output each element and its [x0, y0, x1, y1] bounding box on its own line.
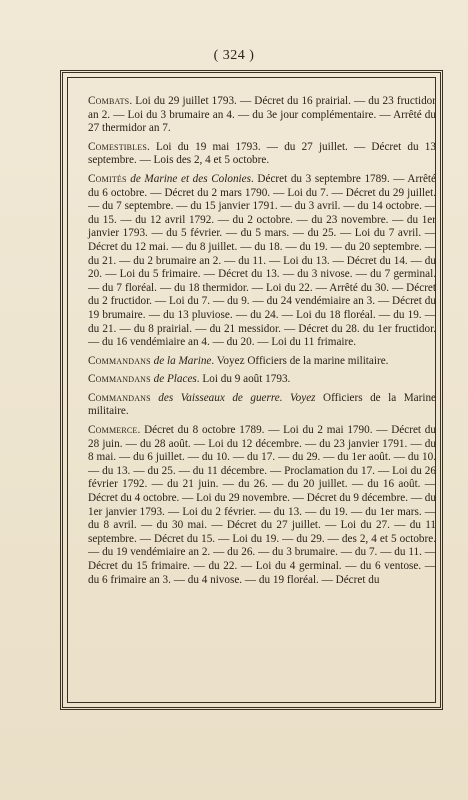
entry-head: Commerce — [88, 424, 138, 437]
index-content — [88, 95, 436, 592]
entry-text: . Loi du 29 juillet 1793. — Décret du 16 prairial. — du 23 fructidor an 2. — Loi du 3 brumaire an 4. — du 3e jour complémentaire. — Arrêté du 27 thermidor an 7. — [88, 95, 436, 135]
page-number: ( 324 ) — [213, 48, 255, 63]
entry-text: . Décret du 8 octobre 1789. — Loi du 2 mai 1790. — Décret du 28 juin. — du 28 août. — Loi du 12 décembre. — du 23 janvier 1791. — du 8 mai. — du 6 juillet. — du 10. — du 17. — du 29. — du 1er août. — du 10. — du 13. — du 25. — du 11 décembre. — Proclamation du 17. — Loi du 26 février 1792. — du 21 juin. — du 26. — du 20 juillet. — du 16 août. — Décret du 4 octobre. — Loi du 29 novembre. — Décret du 9 décembre. — du 1er janvier 1793. — Loi du 2 février. — du 13. — du 19. — du 1er mars. — du 8 avril. — du 30 mai. — Décret du 27 juillet. — Loi du 27. — du 11 septembre. — Décret du 15. — Loi du 19. — du 29. — des 2, 4 et 5 octobre. — du 19 vendémiaire an 2. — du 26. — du 3 brumaire. — du 7. — du 11. — Décret du 15 frimaire. — du 22. — Loi du 4 germinal. — du 6 ventose. — du 6 frimaire an 3. — du 4 nivose. — du 19 floréal. — Décret du — [88, 424, 436, 586]
entry-comites — [88, 173, 436, 350]
entry-head: Commandans — [88, 373, 151, 386]
entry-head: Commandans — [88, 391, 151, 404]
entry-combats — [88, 95, 436, 136]
entry-comestibles — [88, 141, 436, 168]
entry-text: Officiers de la Marine militaire. — [88, 391, 436, 418]
entry-head: Commandans — [88, 354, 151, 367]
entry-subhead: de Places — [150, 373, 197, 386]
entry-commerce — [88, 424, 436, 587]
entry-text: . Décret du 3 septembre 1789. — Arrêté du 6 octobre. — Décret du 2 mars 1790. — Loi du 7. — Décret du 29 juillet. — du 7 septembre. — du 15 janvier 1791. — du 3 avril. — du 14 octobre. — du 15. — du 12 avril 1792. — du 2 octobre. — du 23 novembre. — du 1er janvier 1793. — du 5 février. — du 5 mars. — du 25. — Loi du 7 avril. — Décret du 12 mai. — du 8 juillet. — du 18. — du 19. — du 20 septembre. — du 21. — du 2 brumaire an 2. — du 11. — Loi du 13. — Décret du 14. — du 20. — Loi du 5 frimaire. — Décret du 13. — du 3 nivose. — du 7 germinal. — du 7 floréal. — du 18 thermidor. — Loi du 22. — Arrêté du 30. — Décret du 2 fructidor. — Loi du 7. — du 9. — du 24 vendémiaire an 3. — Décret du 19 brumaire. — du 13 pluviose. — du 24. — Loi du 18 floréal. — du 19. — du 21. — du 8 prairial. — du 21 messidor. — Décret du 28. du 1er fructidor. — du 16 vendémiaire an 4. — du 20. — Loi du 11 frimaire. — [88, 172, 436, 349]
entry-subhead: de la Marine — [150, 354, 212, 367]
entry-commandans-marine — [88, 355, 436, 369]
entry-text: . Loi du 19 mai 1793. — du 27 juillet. — Décret du 13 septembre. — Lois des 2, 4 et 5 octobre. — [88, 140, 436, 167]
entry-subhead: des Vaisseaux de guerre. Voyez — [150, 391, 316, 404]
entry-head: Comestibles — [88, 140, 147, 153]
entry-head: Comités — [88, 172, 127, 185]
entry-subhead: de Marine et des Colonies — [126, 172, 251, 185]
entry-text: . Loi du 9 août 1793. — [196, 373, 291, 386]
entry-head: Combats — [88, 95, 130, 107]
entry-commandans-places — [88, 373, 436, 387]
entry-commandans-vaisseaux — [88, 392, 436, 419]
entry-text: . Voyez Officiers de la marine militaire. — [211, 354, 389, 367]
